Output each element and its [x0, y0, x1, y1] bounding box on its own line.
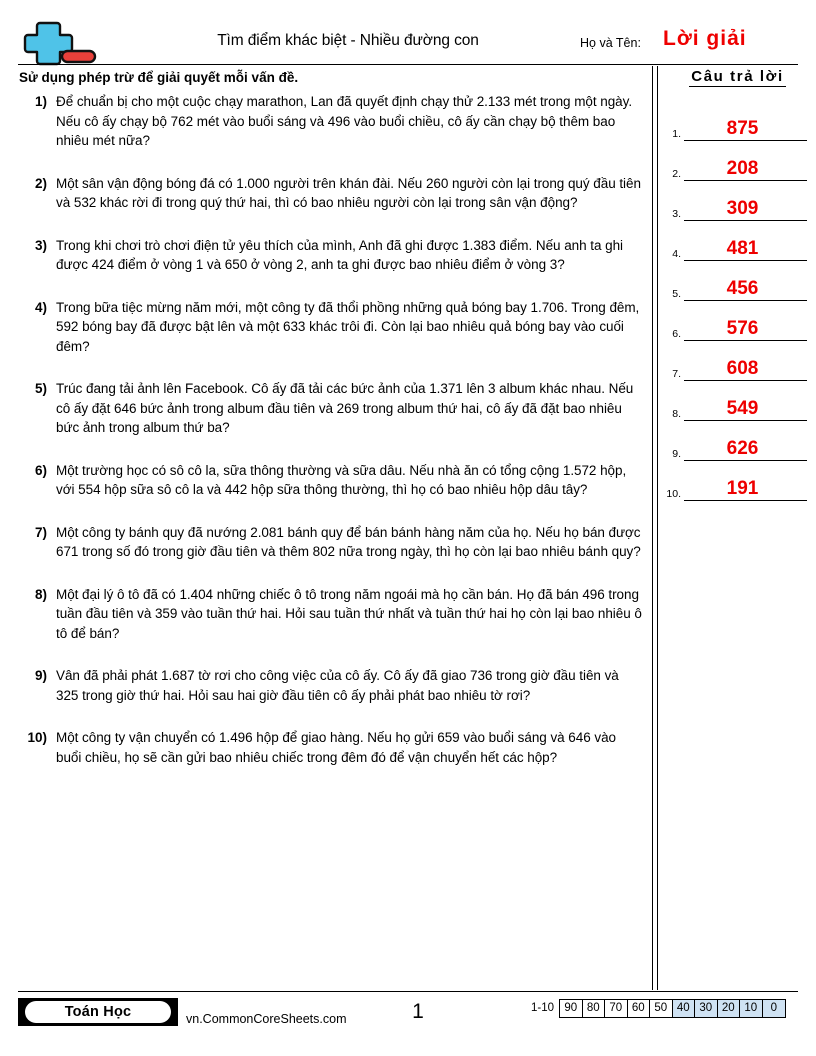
answer-index: 2.	[672, 168, 681, 180]
question-number: 2)	[34, 175, 47, 191]
question-item	[22, 728, 642, 767]
answer-panel	[662, 68, 807, 501]
score-scale-cell: 40	[673, 1000, 696, 1017]
question-number: 3)	[34, 237, 47, 253]
answer-value: 626	[726, 438, 759, 459]
questions-list	[22, 92, 642, 790]
answer-index: 5.	[672, 288, 681, 300]
page-number: 1	[412, 1000, 424, 1023]
answer-blank-line[interactable]	[684, 380, 807, 421]
question-text: Một công ty bánh quy đã nướng 2.081 bánh quy để bán bánh hàng năm của họ. Nếu họ bán được 671 trong số đó trong giờ đầu tiên và thêm 802 nữa trong ngày, thì họ còn lại bao nhiêu bánh quy?	[56, 524, 641, 559]
score-scale-cell: 20	[718, 1000, 741, 1017]
question-number: 1)	[34, 94, 47, 109]
question-number: 7)	[34, 524, 47, 540]
answer-blank-line[interactable]	[684, 420, 807, 461]
brand-badge	[18, 998, 178, 1026]
answer-key-stamp: Lời giải	[663, 27, 747, 50]
answer-index: 7.	[672, 368, 681, 380]
question-item	[22, 174, 642, 213]
question-text: Một đại lý ô tô đã có 1.404 những chiếc ô tô trong năm ngoái mà họ cần bán. Họ đã bán 496 trong tuần đầu tiên và 359 vào tuần thứ hai. Hỏi sau tuần thứ nhất và tuần thứ hai họ còn lại bao nhiêu ô tô để bán?	[56, 586, 642, 641]
question-text: Một trường học có sô cô la, sữa thông thường và sữa dâu. Nếu nhà ăn có tổng cộng 1.572 hộp, với 554 hộp sữa sô cô la và 442 hộp sữa thông thường, thì họ có bao nhiêu hộp dâu tây?	[56, 462, 627, 497]
plus-minus-logo-icon	[18, 20, 104, 66]
score-scale-range-label: 1-10	[531, 1002, 555, 1014]
answer-item	[662, 421, 807, 461]
answer-value: 481	[726, 238, 759, 259]
question-item	[22, 92, 642, 151]
answer-panel-heading: Câu trả lời	[691, 68, 784, 85]
question-text: Trúc đang tải ảnh lên Facebook. Cô ấy đã tải các bức ảnh của 1.371 lên 3 album khác nhau. Nếu cô ấy đặt 646 bức ảnh trong album đầu tiên và 269 trong album thứ hai, cô ấy đã đặt bao nhiêu bức ảnh trong album thứ ba?	[56, 381, 634, 435]
answer-index: 8.	[672, 408, 681, 420]
answer-item	[662, 181, 807, 221]
question-item	[22, 461, 642, 500]
answer-index: 1.	[672, 128, 681, 140]
question-number: 9)	[34, 668, 47, 683]
answer-index: 4.	[672, 248, 681, 260]
question-item	[22, 298, 642, 357]
score-scale-cell: 30	[695, 1000, 718, 1017]
answer-value: 309	[726, 198, 759, 219]
question-number: 8)	[34, 586, 47, 602]
score-scale-cells	[559, 999, 786, 1018]
answer-index: 9.	[672, 448, 681, 460]
question-item	[22, 236, 642, 275]
answer-index: 3.	[672, 208, 681, 220]
brand-label: Toán Học	[25, 1001, 171, 1023]
question-text: Một sân vận động bóng đá có 1.000 người trên khán đài. Nếu 260 người còn lại trong quý đầu tiên và 532 khác rời đi trong quý thứ hai, thì có bao nhiêu người còn lại trong sân vận động?	[56, 175, 641, 210]
score-scale	[531, 999, 786, 1018]
answer-blank-line[interactable]	[684, 100, 807, 141]
answer-value: 875	[726, 118, 759, 139]
student-name-label: Họ và Tên:	[580, 36, 641, 50]
instruction-text: Sử dụng phép trừ để giải quyết mỗi vấn đề.	[19, 70, 299, 85]
header-divider	[18, 64, 798, 65]
answer-list	[662, 101, 807, 501]
question-item	[22, 379, 642, 438]
answer-index: 6.	[672, 328, 681, 340]
question-text: Trong bữa tiệc mừng năm mới, một công ty đã thổi phồng những quả bóng bay 1.706. Trong đêm, 592 bóng bay đã được bật lên và một 633 khác trôi đi. Còn lại bao nhiêu quả bóng bay vào cuối đêm?	[56, 299, 640, 354]
answer-item	[662, 221, 807, 261]
answer-blank-line[interactable]	[684, 180, 807, 221]
answer-value: 208	[726, 158, 759, 179]
score-scale-cell: 0	[763, 1000, 786, 1017]
answer-value: 608	[726, 358, 759, 379]
footer-divider	[18, 991, 798, 992]
question-text: Một công ty vận chuyển có 1.496 hộp để giao hàng. Nếu họ gửi 659 vào buổi sáng và 646 vào buổi chiều, họ sẽ cần gửi bao nhiêu chiếc trong đêm đó để vận chuyển hết các hộp?	[56, 730, 616, 765]
score-scale-cell: 60	[628, 1000, 651, 1017]
question-number: 10)	[27, 730, 47, 745]
score-scale-cell: 50	[650, 1000, 673, 1017]
answer-blank-line[interactable]	[684, 300, 807, 341]
score-scale-cell: 70	[605, 1000, 628, 1017]
question-text: Để chuẩn bị cho một cuộc chạy marathon, Lan đã quyết định chạy thử 2.133 mét trong một ngày. Nếu cô ấy chạy bộ 762 mét vào buổi sáng và 496 vào buổi chiều, cô ấy cần chạy bộ thêm bao nhiêu mét nữa?	[56, 94, 633, 148]
question-text: Trong khi chơi trò chơi điện tử yêu thích của mình, Anh đã ghi được 1.383 điểm. Nếu anh ta ghi được 424 điểm ở vòng 1 và 650 ở vòng 2, anh ta ghi được bao nhiêu điểm ở vòng 3?	[56, 237, 624, 272]
answer-item	[662, 381, 807, 421]
answer-blank-line[interactable]	[684, 220, 807, 261]
answer-item	[662, 461, 807, 501]
question-item	[22, 585, 642, 644]
score-scale-cell: 80	[583, 1000, 606, 1017]
column-divider	[652, 66, 658, 990]
answer-value: 456	[726, 278, 759, 299]
answer-blank-line[interactable]	[684, 340, 807, 381]
question-item	[22, 666, 642, 705]
answer-item	[662, 301, 807, 341]
question-item	[22, 523, 642, 562]
question-number: 6)	[34, 462, 47, 478]
page-header	[18, 18, 798, 66]
site-url: vn.CommonCoreSheets.com	[186, 1012, 347, 1026]
answer-value: 576	[726, 318, 759, 339]
question-text: Vân đã phải phát 1.687 tờ rơi cho công việc của cô ấy. Cô ấy đã giao 736 trong giờ đầu tiên và 325 trong giờ thứ hai. Hỏi sau hai giờ đầu tiên cô ấy phải phát bao nhiêu tờ rơi?	[56, 668, 619, 703]
answer-value: 549	[726, 398, 759, 419]
answer-item	[662, 261, 807, 301]
answer-blank-line[interactable]	[684, 460, 807, 501]
answer-blank-line[interactable]	[684, 140, 807, 181]
answer-item	[662, 101, 807, 141]
answer-value: 191	[726, 478, 759, 499]
answer-item	[662, 141, 807, 181]
answer-item	[662, 341, 807, 381]
question-number: 4)	[34, 299, 47, 315]
question-number: 5)	[34, 381, 47, 396]
score-scale-cell: 10	[740, 1000, 763, 1017]
answer-index: 10.	[666, 488, 681, 500]
page-title: Tìm điểm khác biệt - Nhiều đường con	[217, 32, 479, 49]
answer-blank-line[interactable]	[684, 260, 807, 301]
score-scale-cell: 90	[560, 1000, 583, 1017]
